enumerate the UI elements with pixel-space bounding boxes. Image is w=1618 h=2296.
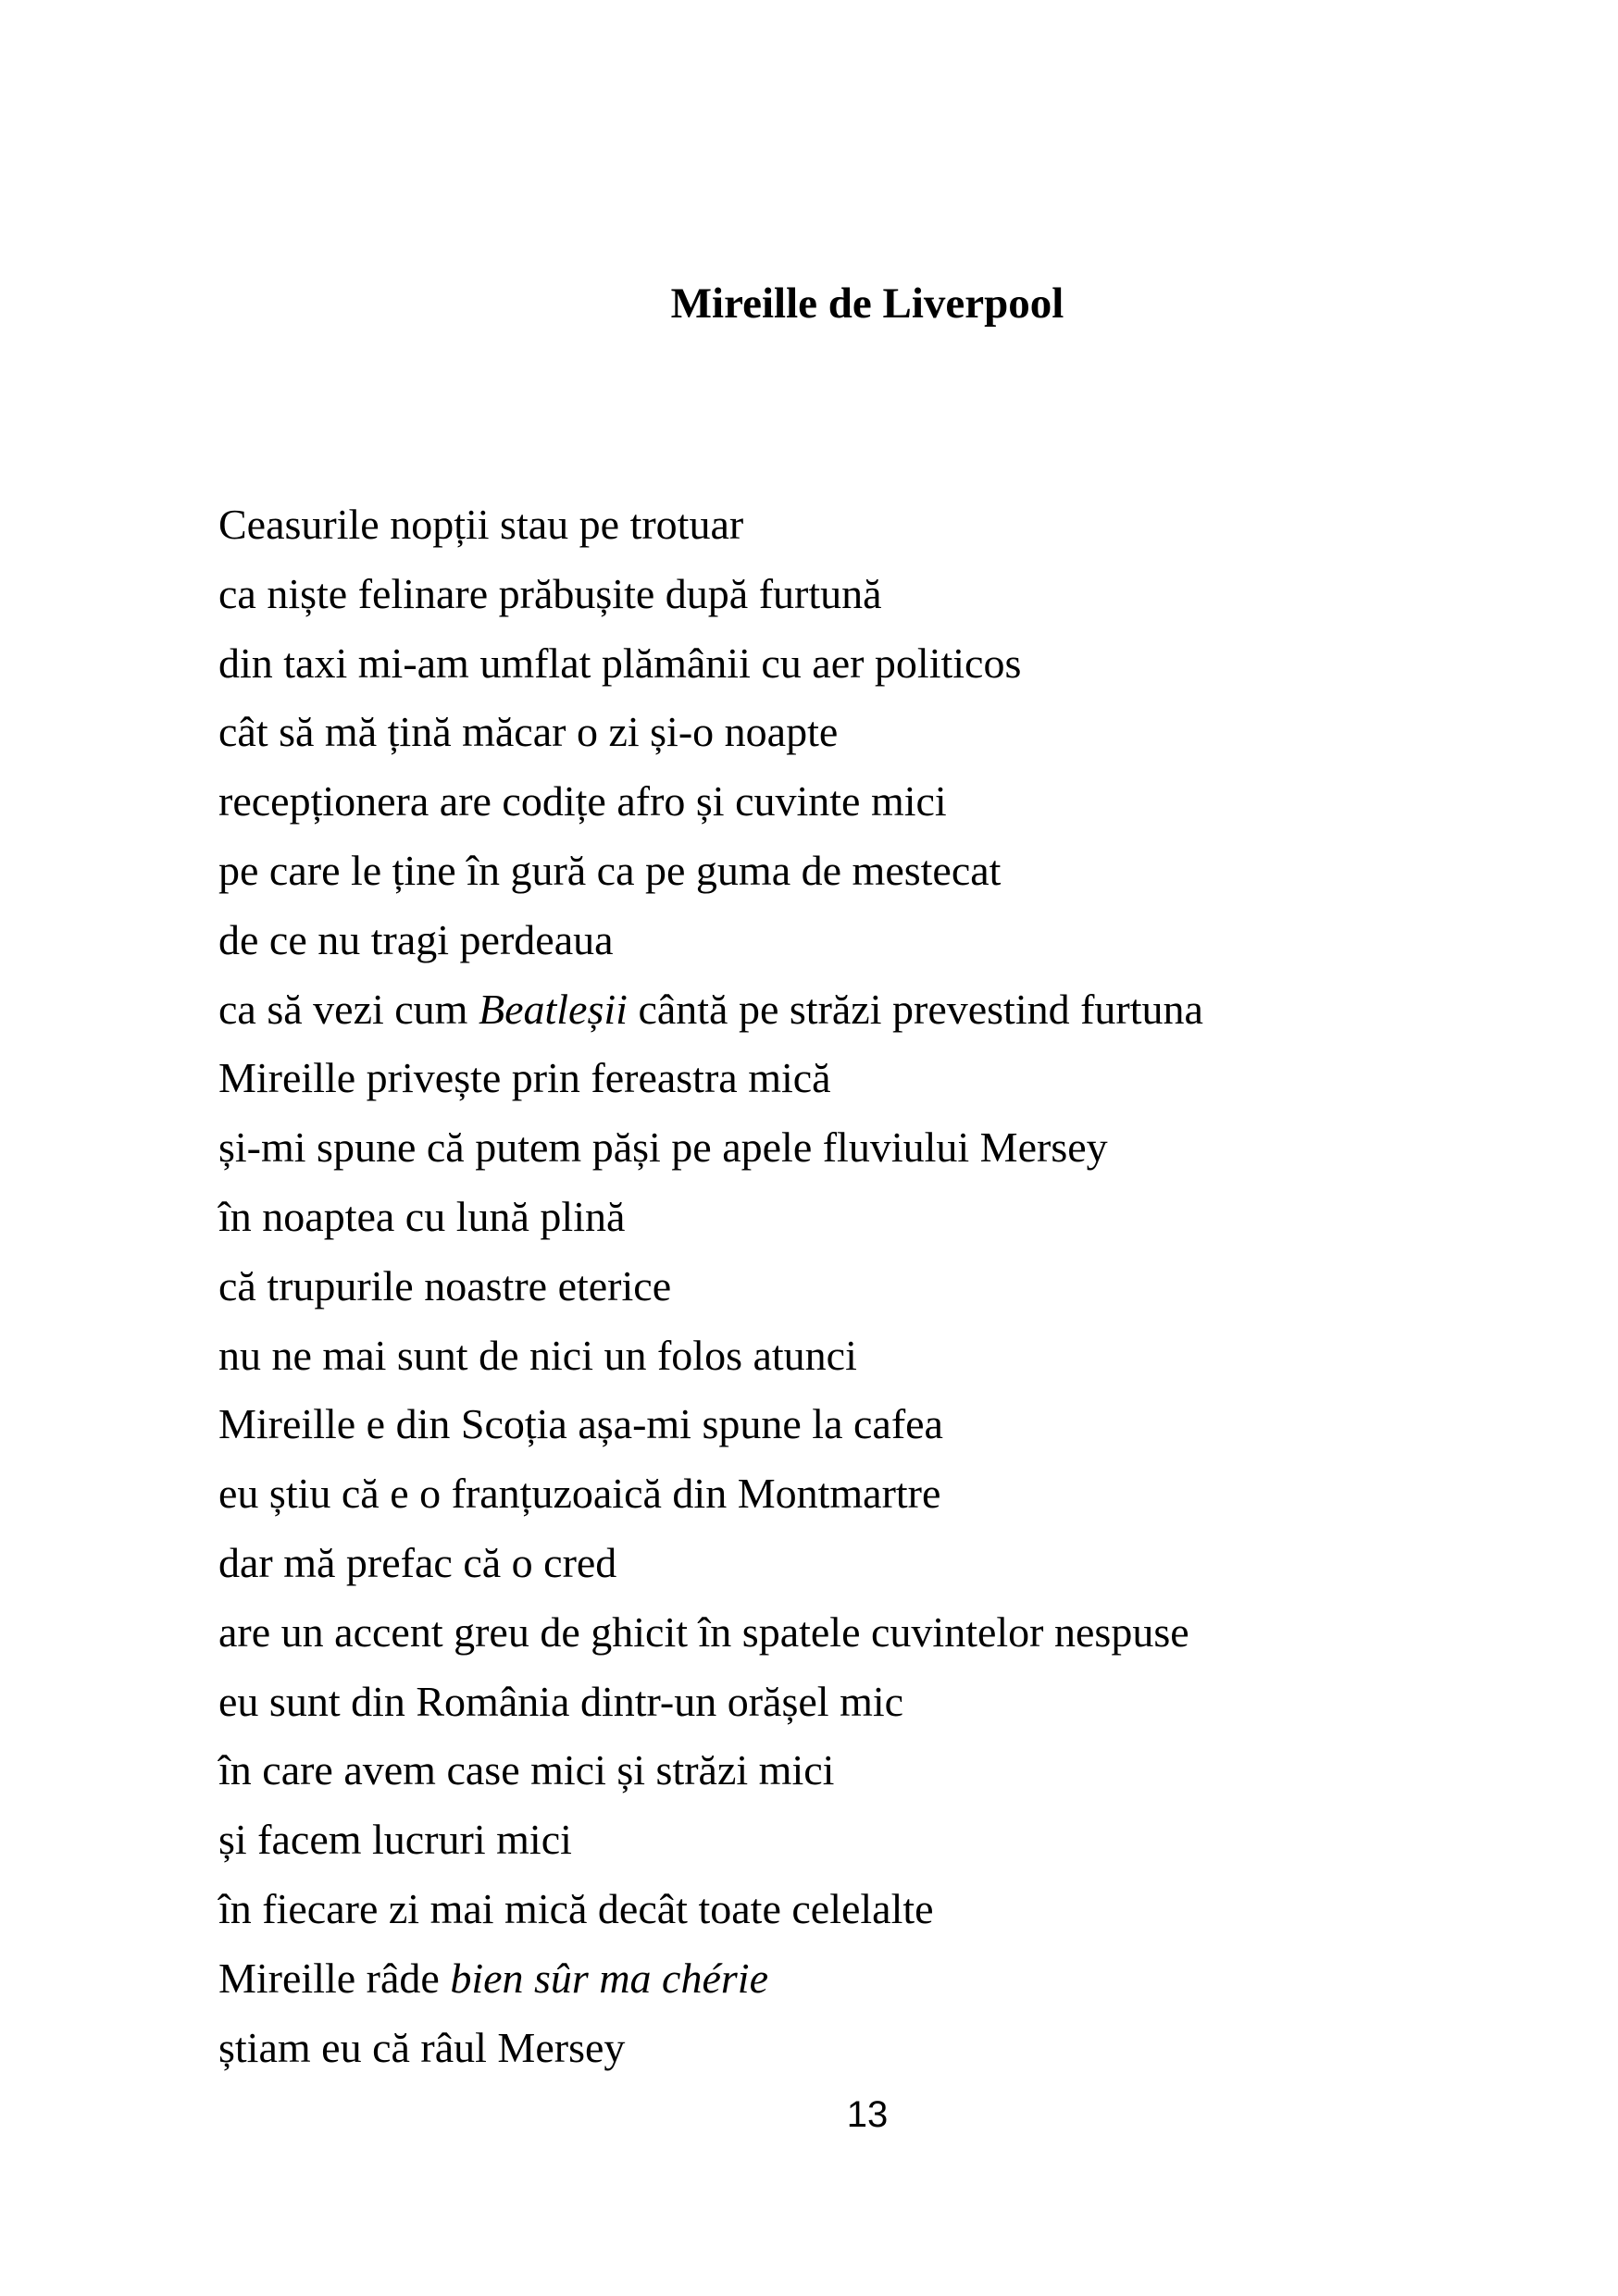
poem-line-text: eu știu că e o franțuzoaică din Montmartre — [218, 1470, 941, 1518]
poem-line — [218, 1113, 1525, 1183]
poem-line — [218, 1736, 1525, 1806]
poem-title: Mireille de Liverpool — [670, 279, 1064, 328]
page-number: 13 — [846, 2094, 889, 2135]
poem-line — [218, 767, 1525, 837]
poem-line — [218, 1183, 1525, 1252]
poem-line-text: și-mi spune că putem păși pe apele fluviului Mersey — [218, 1123, 1108, 1172]
poem-line-text: dar mă prefac că o cred — [218, 1538, 617, 1586]
poem-line — [218, 975, 1525, 1045]
poem-line-text: de ce nu tragi perdeaua — [218, 915, 614, 963]
poem-line-text: din taxi mi-am umflat plămânii cu aer politicos — [218, 639, 1022, 687]
poem-line — [218, 698, 1525, 767]
poem-line — [218, 1044, 1525, 1113]
poem-line — [218, 1390, 1525, 1459]
poem-line-text: pe care le ține în gură ca pe guma de mestecat — [218, 846, 1002, 894]
poem-line — [218, 1529, 1525, 1598]
poem-line — [218, 2014, 1525, 2083]
poem-line — [218, 1598, 1525, 1668]
poem-line-text: știam eu că râul Mersey — [218, 2023, 626, 2071]
poem-line-text: cântă pe străzi prevestind furtuna — [627, 985, 1203, 1033]
poem-line-text: în noaptea cu lună plină — [218, 1192, 626, 1240]
poem-line-italic-text: Beatleșii — [478, 985, 628, 1033]
poem-line — [218, 1252, 1525, 1322]
poem-line — [218, 1322, 1525, 1391]
poem-line-text: ca să vezi cum — [218, 985, 479, 1033]
poem-line-text: eu sunt din România dintr-un orășel mic — [218, 1677, 904, 1725]
poem-line-text: Ceasurile nopții stau pe trotuar — [218, 501, 744, 548]
poem-line-text: ca niște felinare prăbușite după furtună — [218, 569, 882, 617]
poem-line — [218, 1875, 1525, 1944]
poem-line — [218, 490, 1525, 560]
poem-line — [218, 906, 1525, 975]
poem-line — [218, 1806, 1525, 1875]
poem-line — [218, 1459, 1525, 1529]
poem-body — [218, 490, 1525, 2082]
poem-line — [218, 560, 1525, 629]
poem-line-italic-text: bien sûr ma chérie — [450, 1954, 768, 2002]
poem-line-text: în fiecare zi mai mică decât toate celelalte — [218, 1884, 934, 1932]
poem-line-text: nu ne mai sunt de nici un folos atunci — [218, 1331, 857, 1379]
poem-line-text: și facem lucruri mici — [218, 1816, 572, 1864]
poem-line-text: Mireille e din Scoția așa-mi spune la cafea — [218, 1400, 943, 1448]
poem-line-text: are un accent greu de ghicit în spatele cuvintelor nespuse — [218, 1607, 1189, 1656]
poem-line — [218, 1668, 1525, 1737]
poem-line — [218, 629, 1525, 699]
poem-line — [218, 1944, 1525, 2014]
poem-line-text: în care avem case mici și străzi mici — [218, 1746, 835, 1794]
poem-line-text: cât să mă țină măcar o zi și-o noapte — [218, 708, 839, 756]
poem-line — [218, 837, 1525, 906]
poem-line-text: Mireille râde — [218, 1954, 451, 2002]
poem-line-text: Mireille privește prin fereastra mică — [218, 1054, 831, 1102]
poem-line-text: recepționera are codițe afro și cuvinte mici — [218, 777, 947, 825]
poem-line-text: că trupurile noastre eterice — [218, 1261, 672, 1309]
